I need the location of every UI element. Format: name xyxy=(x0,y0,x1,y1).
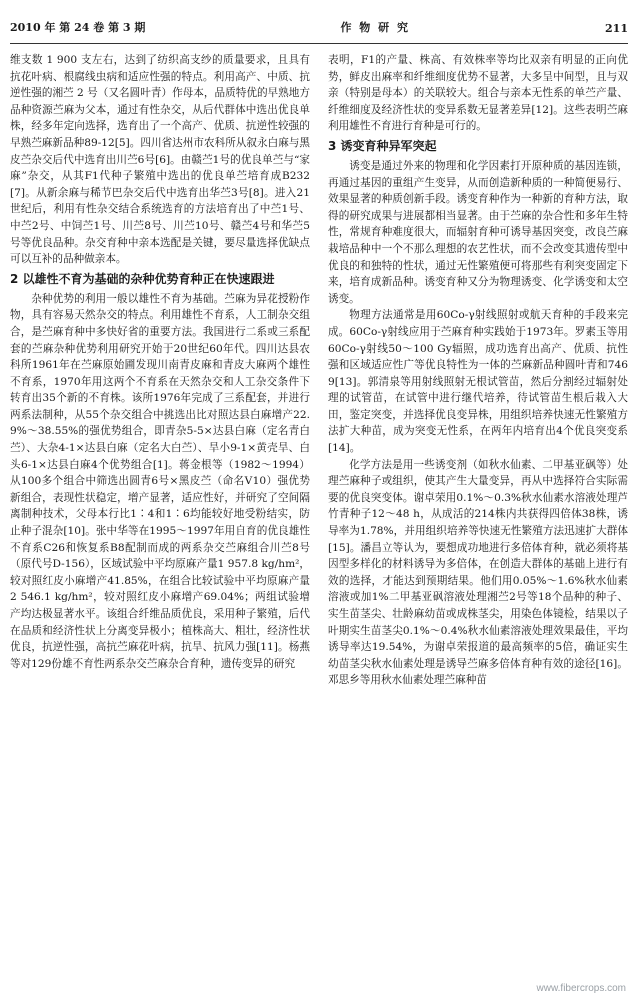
journal-title: 作 物 研 究 xyxy=(340,21,410,34)
site-watermark: www.fibercrops.com xyxy=(536,983,626,994)
page-number: 211 xyxy=(605,22,628,35)
section-heading-2: 2 以雄性不育为基础的杂种优势育种正在快速跟进 xyxy=(10,271,275,286)
right-column xyxy=(328,52,628,689)
left-column xyxy=(10,52,310,689)
paragraph-hybrid-breeding-cont: 维支数 1 900 支左右，达到了纺织高支纱的质量要求，且具有抗花叶病、根腐线虫病和适应性强的特点。利用高产、中质、抗逆性强的湘苎 2 号（又名圆叶青）作母本，品质特优的早熟地方品种资源苎麻为父本，通过有性杂交，从后代群体中选出优良单株，经多年定向选择，选育出了一个高产、优质、抗逆性较强的早熟苎麻新品种89-12[5]。四川省达州市农科所从叙永白麻与黑皮苎杂交后代中选育出川苎6号[6]。由赣苎1号的优良单苎与“家麻”杂交，从其F1代种子繁殖中选出的优良单苎培育成B232[7]。从新余麻与稀节巴杂交后代中选育出华苎3号[8]。进入21世纪后，利用有性杂交结合系统选育的方法培育出了中苎1号、中苎2号、中饲苎1号、川苎8号、川苎10号、赣苎4号和华苎5号等优良品种。杂交育种中亲本选配是关键，要尽量选择优缺点可以互补的品种做亲本。 xyxy=(10,54,310,266)
paragraph-chemical-methods: 化学方法是用一些诱变剂（如秋水仙素、二甲基亚砜等）处理苎麻种子或组织，使其产生大量变异，再从中选择符合实际需要的优良突变体。谢卓荣用0.1%～0.3%秋水仙素水溶液处理芦竹青种子12～48 h，从成活的214株内共获得四倍体38株，诱导率为1.78%，并用组织培养等快速无性繁殖方法迅速扩大群体[15]。潘昌立等认为，要想成功地进行多倍体育种，就必须将基因型多样化的材料诱导为多倍体，在创造大群体的基础上进行有效的选择，才能达到预期结果。他们用0.05%～1.6%秋水仙素溶液或加1%二甲基亚砜溶液处理湘苎2号等18个品种的种子、实生苗茎尖、壮龄麻幼苗或成株茎尖，用染色体镜检，结果以子叶期实生苗茎尖0.1%～0.4%秋水仙素溶液处理效果最佳，平均诱导率达19.54%，为谢卓荣报道的最高频率的5倍，确证实生幼苗茎尖秋水仙素处理是诱导苎麻多倍体育种有效的途径[16]。邓思乡等用秋水仙素处理苎麻种苗 xyxy=(328,458,628,687)
two-column-body xyxy=(10,52,628,689)
paragraph-male-sterility: 杂种优势的利用一般以雄性不育为基础。苎麻为异花授粉作物，具有容易天然杂交的特点。利用雄性不育系，人工制杂交组合，是苎麻育种中多快好省的重要方法。我国进行二系或三系配套的苎麻杂种优势利用研究开始于20世纪60年代。四川达县农科所1961年在苎麻原始圃发现川南青皮麻和青皮大麻两个雄性不育系，1970年用这两个不育系在天然杂交和人工杂交条件下转育出35个新的不育株。该所1976年完成了三系配套，并进行两系法制种，从55个杂交组合中挑选出比对照达县白麻增产22.9%～38.55%的强优势组合，即青杂5-5×达县白麻（定名青白苎）、大杂4-1×达县白麻（定名大白苎）、旱小9-1×黄壳旱、白头6-1×达县白麻4个优势组合[1]。蒋金根等（1982～1994）从100多个组合中筛选出圆青6号×黑皮苎（命名Ⅴ10）强优势新组合，表现性状稳定，增产显著，适应性好，并研究了空间隔离制种技术，父母本行比1∶4和1∶6均能较好地受粉结实，防止种子混杂[10]。张中华等在1995～1997年用自育的优良雄性不育系C26和恢复系B8配制而成的两系杂交苎麻组合川苎8号（原代号D-156），区域试验中平均原麻产量1 957.8 kg/hm²，较对照红皮小麻增产41.85%，在组合比较试验中平均原麻产量2 546.1 kg/hm²，较对照红皮小麻增产69.04%；两组试验增产均达极显著水平。该组合纤维品质优良，采用种子繁殖，后代在品质和经济性状上分离变异极小；植株高大、粗壮，经济性状优良，抗逆性强，高抗苎麻花叶病，抗旱、抗风力强[11]。杨燕等对129份雄不育性两系杂交苎麻杂合育种，遗传变异的研究 xyxy=(10,292,310,670)
paragraph-physical-methods: 物理方法通常是用60Co-γ射线照射或航天育种的手段来完成。60Co-γ射线应用于苎麻育种实践始于1973年。罗素玉等用60Co-γ射线50～100 Gy辐照，成功选育出高产、优质、抗性强和区域适应性广等优良特性为一体的苎麻新品种圆叶青和7469[13]。郭清泉等用射线照射无根试管苗，然后分割经过辐射处理的试管苗，在试管中进行继代培养，待试管苗生根后栽入大田，鉴定突变，并选择优良变异株，用组织培养快速无性繁殖方法扩大种苗，成为突变无性系，在两年内培育出4个优良突变系[14]。 xyxy=(328,309,628,455)
paragraph-sterility-cont: 表明，F1的产量、株高、有效株率等均比双亲有明显的正向优势，鲜皮出麻率和纤维细度优势不显著，大多呈中间型，且与双亲（特别是母本）的关联较大。组合与亲本无性系的单苎产量、纤维细度及经济性状的变异系数无显著差异[12]。这些表明苎麻利用雄性不育进行育种是可行的。 xyxy=(328,54,628,133)
paragraph-mutation-intro: 诱变是通过外来的物理和化学因素打开原种质的基因连锁，再通过基因的重组产生变异，从而创造新种质的一种简便易行、效果显著的种质创新手段。诱变育种作为一种新的育种方法，取得的研究成果与进展都相当显著。由于苎麻的杂合性和多年生特性，常规育种难度很大，而辐射育种可诱导基因突变，改良苎麻栽培品种中一个不那么理想的农艺性状，而不会改变其遗传型中优良的和独特的性状，通过无性繁殖便可将那些有利突变固定下来，培育成新品种。诱变育种又分为物理诱变、化学诱变和太空诱变。 xyxy=(328,159,628,305)
journal-issue: 2010 年 第 24 卷 第 3 期 xyxy=(10,21,146,34)
running-header xyxy=(10,0,628,44)
section-heading-3: 3 诱变育种异军突起 xyxy=(328,138,437,153)
